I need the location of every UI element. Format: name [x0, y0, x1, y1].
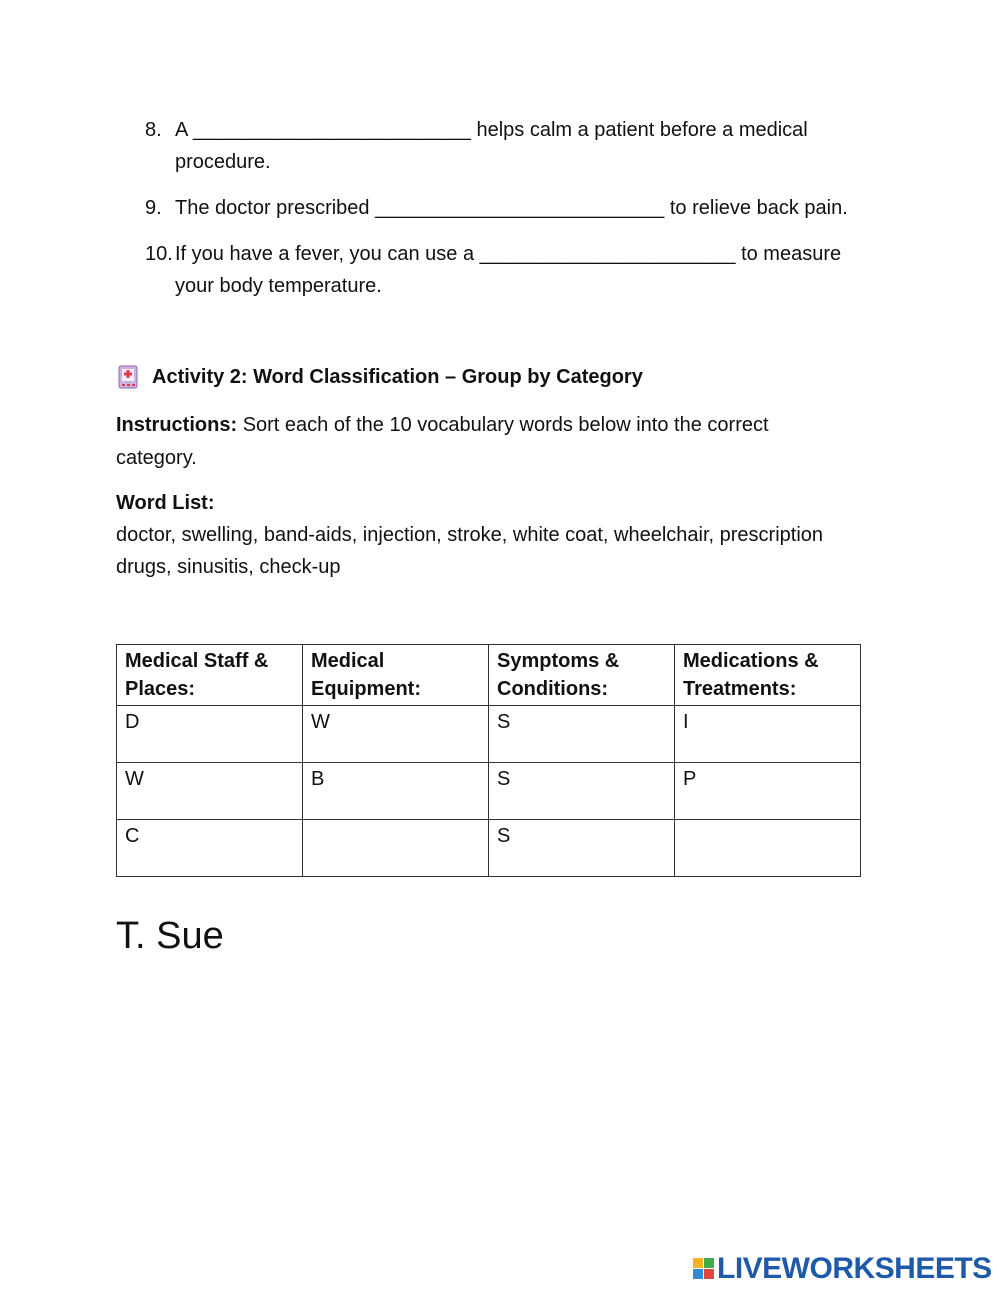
answer-blank[interactable]: __________________________	[375, 197, 665, 219]
table-row	[117, 820, 861, 877]
answer-cell[interactable]: I	[675, 706, 861, 763]
question-number: 10.	[145, 243, 173, 265]
category-table	[116, 644, 861, 877]
answer-cell[interactable]: W	[117, 763, 303, 820]
liveworksheets-logo	[693, 1252, 992, 1286]
table-row	[117, 706, 861, 763]
question-list	[145, 114, 875, 316]
answer-blank[interactable]: _______________________	[479, 243, 736, 265]
answer-cell[interactable]	[303, 820, 489, 877]
clipboard-medical-icon	[116, 364, 140, 390]
question-item	[145, 192, 875, 224]
table-row	[117, 763, 861, 820]
answer-cell[interactable]: B	[303, 763, 489, 820]
question-text-after: helps calm a patient before a medical procedure.	[175, 119, 808, 173]
answer-blank[interactable]: _________________________	[192, 119, 471, 141]
activity-heading	[116, 364, 643, 390]
liveworksheets-logo-text: LIVEWORKSHEETS	[717, 1252, 992, 1285]
answer-cell[interactable]: D	[117, 706, 303, 763]
answer-cell[interactable]: S	[489, 763, 675, 820]
answer-cell[interactable]: S	[489, 820, 675, 877]
question-text-before: A	[175, 119, 188, 141]
activity-heading-text: Activity 2: Word Classification – Group by Category	[152, 365, 643, 388]
question-text-before: The doctor prescribed	[175, 197, 370, 219]
instructions-text: Sort each of the 10 vocabulary words below into the correct category.	[116, 414, 769, 469]
instructions-label: Instructions:	[116, 414, 238, 436]
answer-cell[interactable]: W	[303, 706, 489, 763]
column-header: Symptoms & Conditions:	[489, 645, 675, 706]
column-header: Medications & Treatments:	[675, 645, 861, 706]
table-header-row	[117, 645, 861, 706]
question-text-after: to relieve back pain.	[669, 197, 848, 219]
answer-cell[interactable]: C	[117, 820, 303, 877]
answer-cell[interactable]: S	[489, 706, 675, 763]
column-header: Medical Staff & Places:	[117, 645, 303, 706]
question-number: 8.	[145, 119, 162, 141]
word-list	[116, 487, 836, 583]
author-signature: T. Sue	[116, 915, 224, 957]
liveworksheets-logo-icon	[693, 1256, 715, 1282]
column-header: Medical Equipment:	[303, 645, 489, 706]
word-list-label: Word List:	[116, 492, 215, 514]
instructions	[116, 409, 836, 475]
answer-cell[interactable]: P	[675, 763, 861, 820]
question-item	[145, 238, 875, 302]
question-text-after: to measure your body temperature.	[175, 243, 842, 297]
question-number: 9.	[145, 197, 162, 219]
question-text-before: If you have a fever, you can use a	[175, 243, 475, 265]
question-item	[145, 114, 875, 178]
word-list-text: doctor, swelling, band-aids, injection, stroke, white coat, wheelchair, prescription drugs, sinusitis, check-up	[116, 524, 824, 578]
answer-cell[interactable]	[675, 820, 861, 877]
